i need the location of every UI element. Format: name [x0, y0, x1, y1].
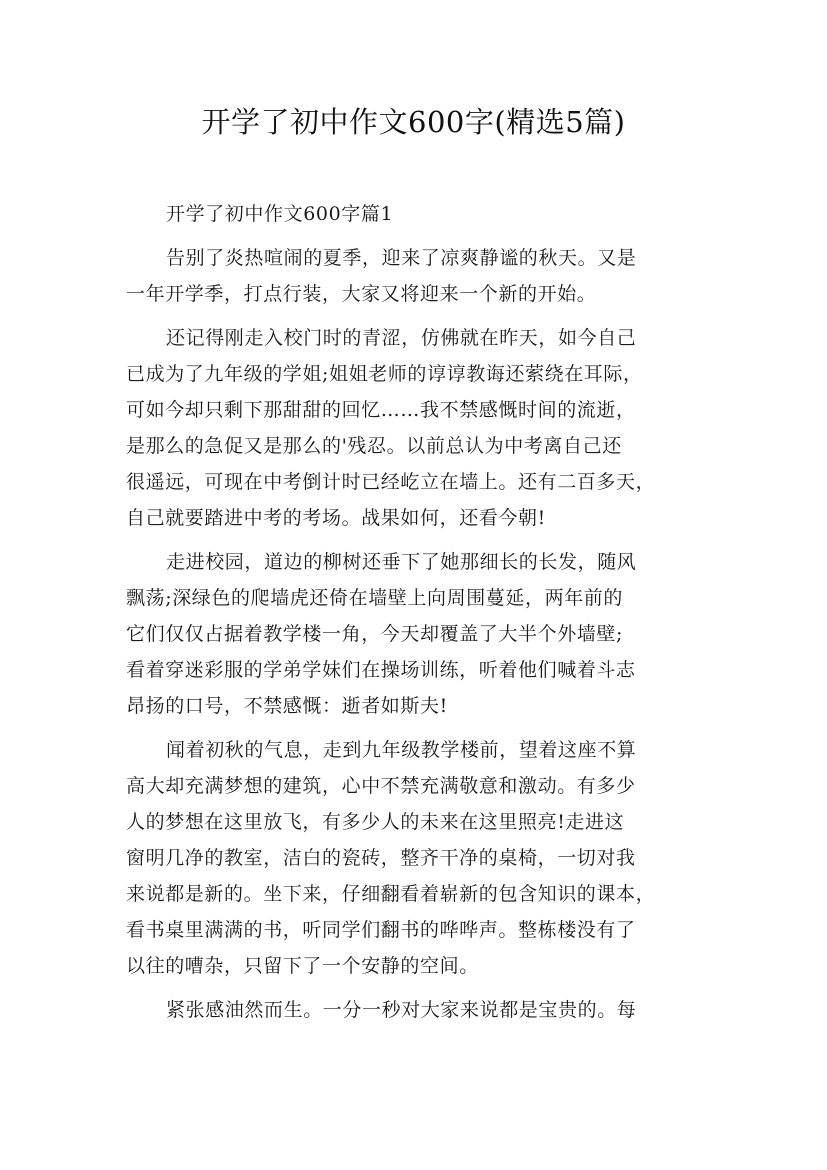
text-line: 还记得刚走入校门时的青涩，仿佛就在昨天，如今自己	[166, 327, 637, 349]
text-line: 窗明几净的教室，洁白的瓷砖，整齐干净的桌椅，一切对我	[126, 847, 636, 869]
text-line: 看书桌里满满的书，听同学们翻书的哗哗声。整栋楼没有了	[126, 919, 636, 941]
text-line: 紧张感油然而生。一分一秒对大家来说都是宝贵的。每	[166, 999, 637, 1021]
text-line: 闻着初秋的气息，走到九年级教学楼前，望着这座不算	[166, 739, 637, 761]
document-title: 开学了初中作文600字(精选5篇)	[201, 105, 626, 139]
text-line: 人的梦想在这里放飞，有多少人的未来在这里照亮!走进这	[126, 811, 625, 833]
document-body	[126, 196, 714, 1028]
text-line: 昂扬的口号，不禁感慨：逝者如斯夫!	[126, 695, 448, 717]
text-line: 它们仅仅占据着教学楼一角，今天却覆盖了大半个外墙壁;	[126, 623, 624, 645]
text-line: 以往的嘈杂，只留下了一个安静的空间。	[126, 955, 479, 977]
text-line: 飘荡;深绿色的爬墙虎还倚在墙壁上向周围蔓延，两年前的	[126, 587, 624, 609]
text-line: 很遥远，可现在中考倒计时已经屹立在墙上。还有二百多天，	[126, 471, 656, 493]
text-line: 自己就要踏进中考的考场。战果如何，还看今朝!	[126, 507, 546, 529]
text-line: 来说都是新的。坐下来，仔细翻看着崭新的包含知识的课本，	[126, 883, 656, 905]
text-line: 告别了炎热喧闹的夏季，迎来了凉爽静谧的秋天。又是	[166, 247, 637, 269]
text-line: 是那么的急促又是那么的'残忍。以前总认为中考离自己还	[126, 435, 622, 457]
text-line: 高大却充满梦想的建筑，心中不禁充满敬意和激动。有多少	[126, 775, 636, 797]
section-heading: 开学了初中作文600字篇1	[166, 203, 394, 225]
text-line: 看着穿迷彩服的学弟学妹们在操场训练，听着他们喊着斗志	[126, 659, 636, 681]
text-line: 可如今却只剩下那甜甜的回忆……我不禁感慨时间的流逝，	[126, 399, 636, 421]
text-line: 走进校园，道边的柳树还垂下了她那细长的长发，随风	[166, 551, 637, 573]
text-line: 一年开学季，打点行装，大家又将迎来一个新的开始。	[126, 283, 597, 305]
text-line: 已成为了九年级的学姐;姐姐老师的谆谆教诲还萦绕在耳际，	[126, 363, 643, 385]
